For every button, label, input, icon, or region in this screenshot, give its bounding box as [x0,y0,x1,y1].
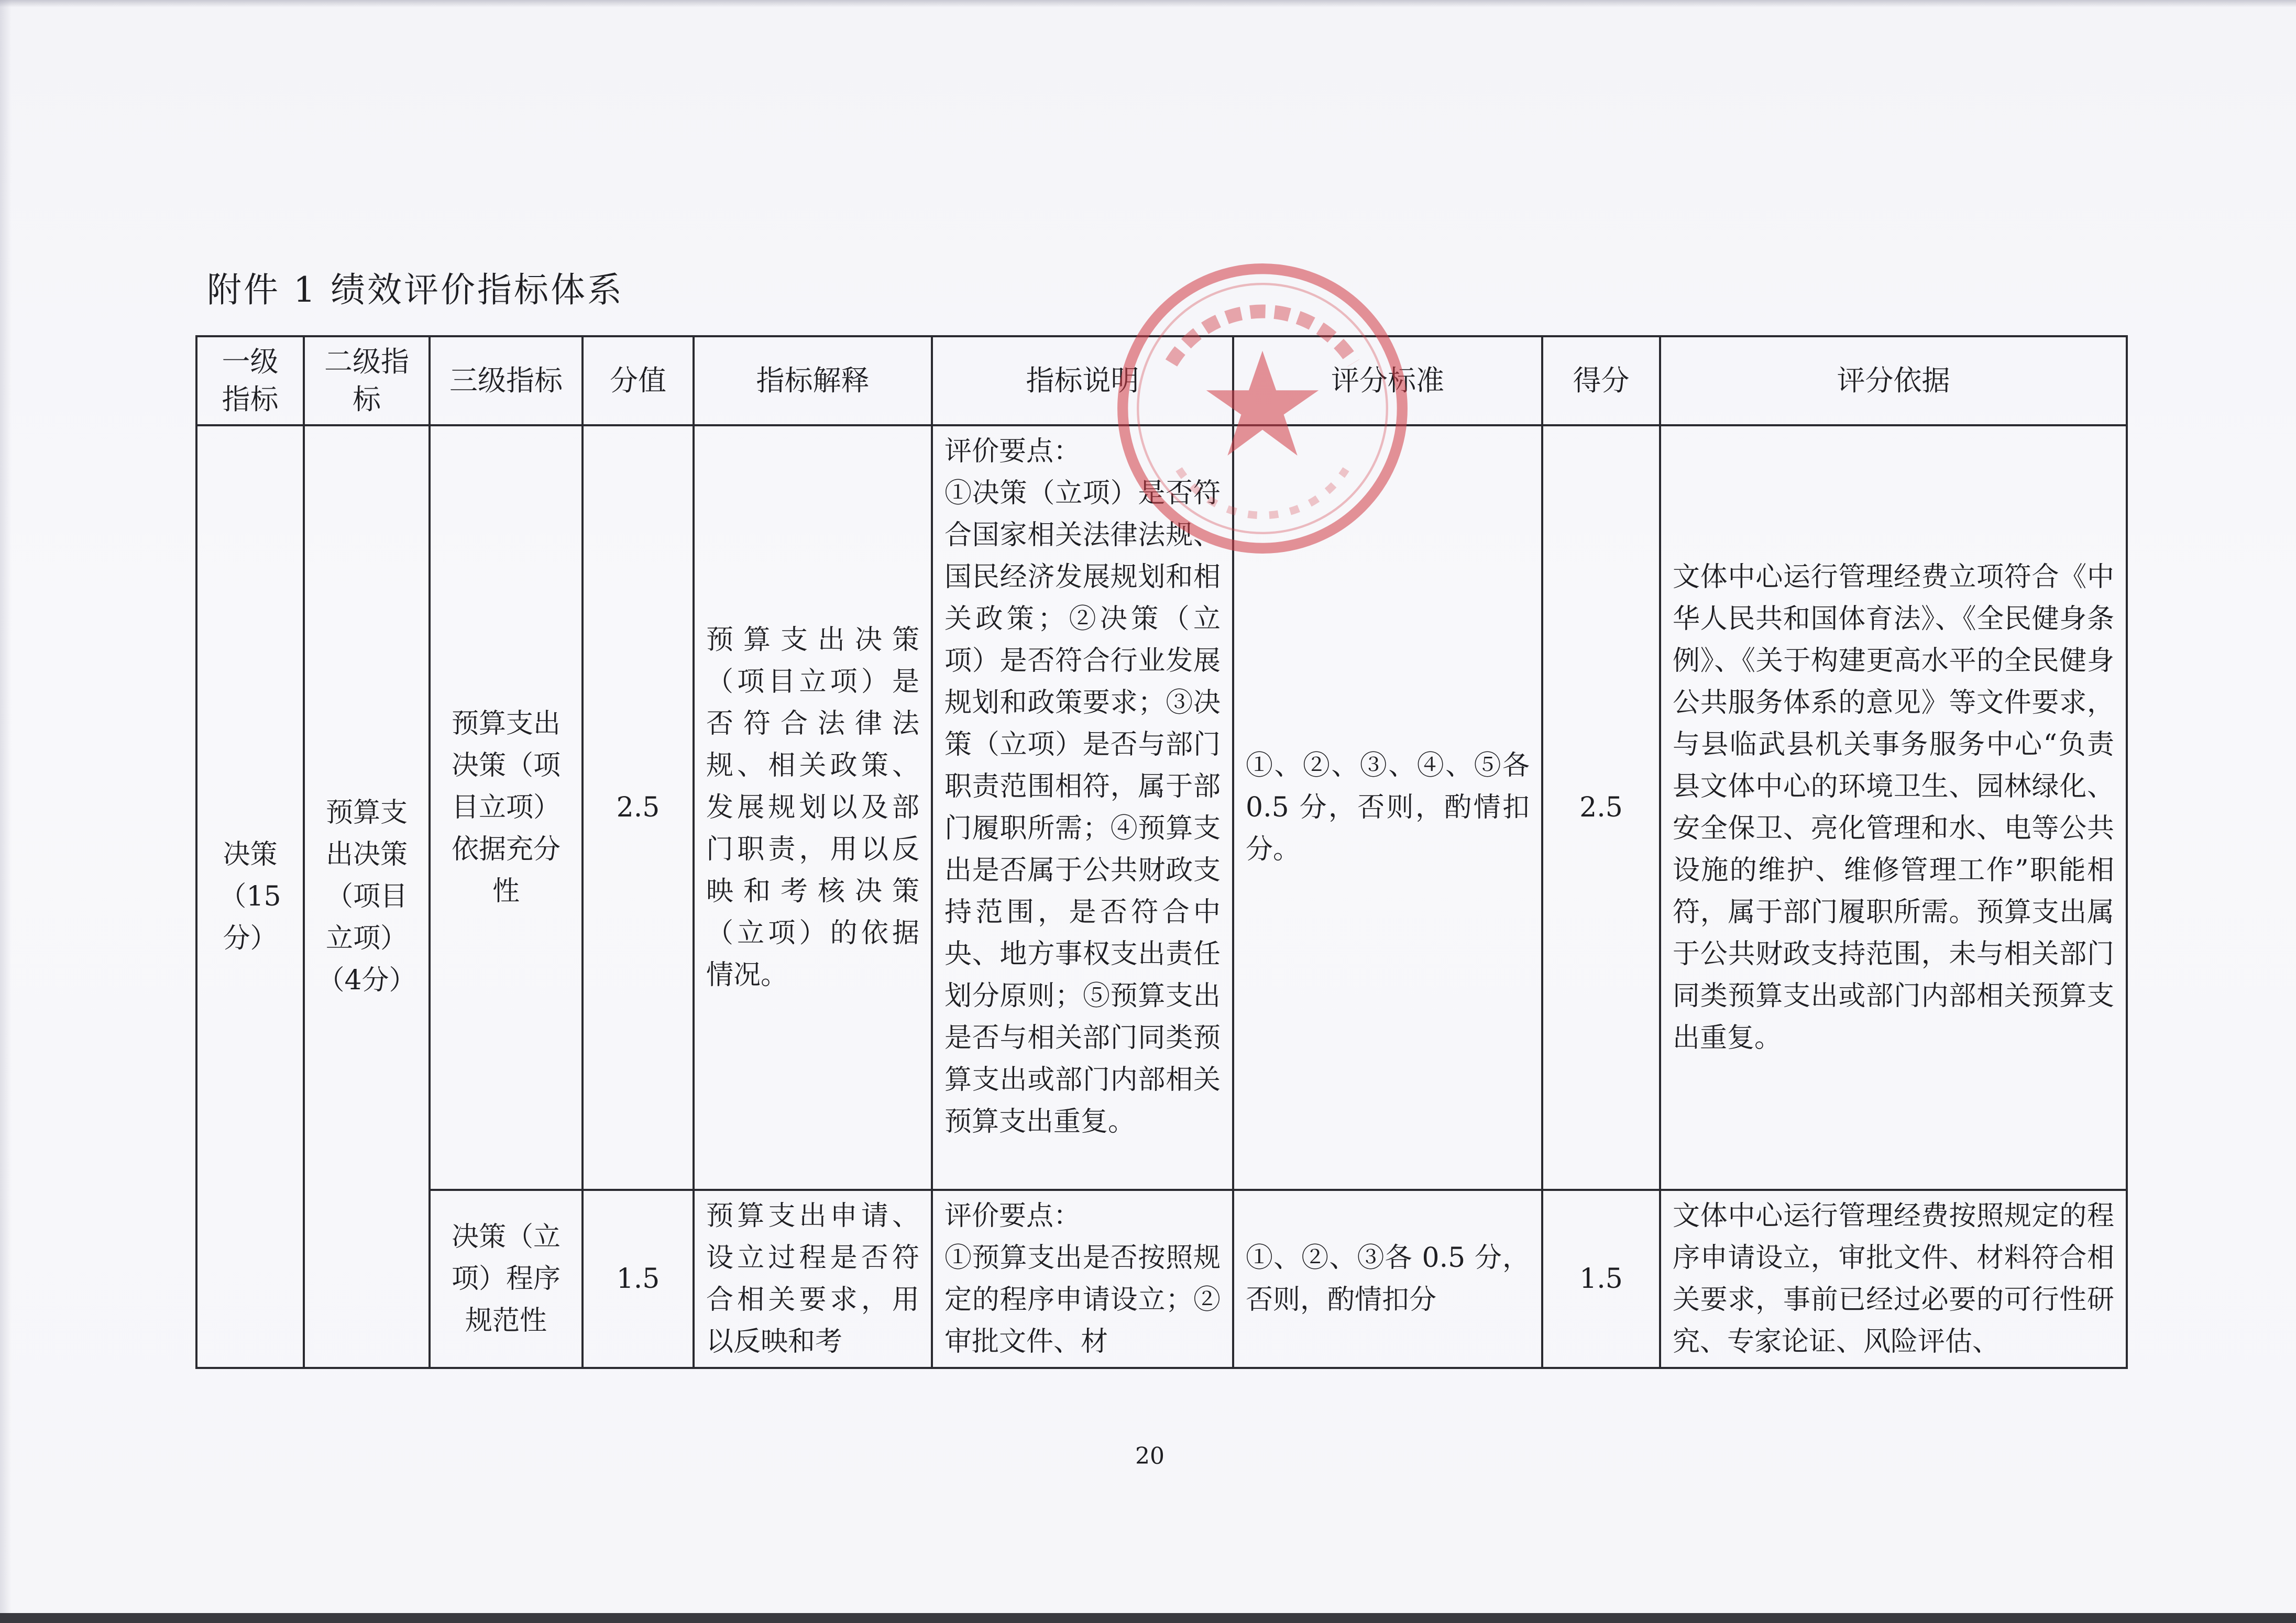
score-value-cell: 1.5 [583,1190,694,1368]
header-score-value: 分值 [583,336,694,425]
header-explanation: 指标解释 [694,336,932,425]
evaluation-index-table [195,335,2128,1369]
table-row [196,425,2127,1190]
description-cell: 评价要点： ①决策（立项）是否符合国家相关法律法规、国民经济发展规划和相关政策；②决策（立项）是否符合行业发展规划和政策要求；③决策（立项）是否与部门职责范围相符，属于部门履职所需；④预算支出是否属于公共财政支持范围，是否符合中央、地方事权支出责任划分原则；⑤预算支出是否与相关部门同类预算支出或部门内部相关预算支出重复。 [932,425,1233,1190]
scan-top-shadow [0,0,2296,7]
explanation-cell: 预算支出申请、设立过程是否符合相关要求，用以反映和考 [694,1190,932,1368]
table-row [196,1190,2127,1368]
table-header-row [196,336,2127,425]
score-cell: 2.5 [1542,425,1660,1190]
header-description: 指标说明 [932,336,1233,425]
basis-cell: 文体中心运行管理经费按照规定的程序申请设立，审批文件、材料符合相关要求，事前已经过必要的可行性研究、专家论证、风险评估、 [1660,1190,2127,1368]
scan-left-edge [0,0,12,1623]
level2-cell: 预算支出决策（项目立项）（4分） [304,425,430,1368]
header-level3: 三级指标 [430,336,583,425]
header-level1: 一级指标 [196,336,304,425]
page-title: 附件 1 绩效评价指标体系 [207,270,624,310]
level3-cell: 决策（立项）程序规范性 [430,1190,583,1368]
header-level2: 二级指标 [304,336,430,425]
page-number: 20 [1135,1443,1165,1470]
standard-cell: ①、②、③、④、⑤各 0.5 分，否则，酌情扣分。 [1233,425,1542,1190]
score-value-cell: 2.5 [583,425,694,1190]
level3-cell: 预算支出决策（项目立项）依据充分性 [430,425,583,1190]
header-standard: 评分标准 [1233,336,1542,425]
standard-cell: ①、②、③各 0.5 分，否则，酌情扣分 [1233,1190,1542,1368]
explanation-cell: 预算支出决策（项目立项）是否符合法律法规、相关政策、发展规划以及部门职责，用以反映和考核决策（立项）的依据情况。 [694,425,932,1190]
header-score: 得分 [1542,336,1660,425]
description-cell: 评价要点： ①预算支出是否按照规定的程序申请设立；②审批文件、材 [932,1190,1233,1368]
basis-cell: 文体中心运行管理经费立项符合《中华人民共和国体育法》、《全民健身条例》、《关于构建更高水平的全民健身公共服务体系的意见》等文件要求，与县临武县机关事务服务中心“负责县文体中心的环境卫生、园林绿化、安全保卫、亮化管理和水、电等公共设施的维护、维修管理工作”职能相符，属于部门履职所需。预算支出属于公共财政支持范围，未与相关部门同类预算支出或部门内部相关预算支出重复。 [1660,425,2127,1190]
scan-bottom-edge [0,1613,2296,1623]
header-basis: 评分依据 [1660,336,2127,425]
score-cell: 1.5 [1542,1190,1660,1368]
level1-cell: 决策（15分） [196,425,304,1368]
